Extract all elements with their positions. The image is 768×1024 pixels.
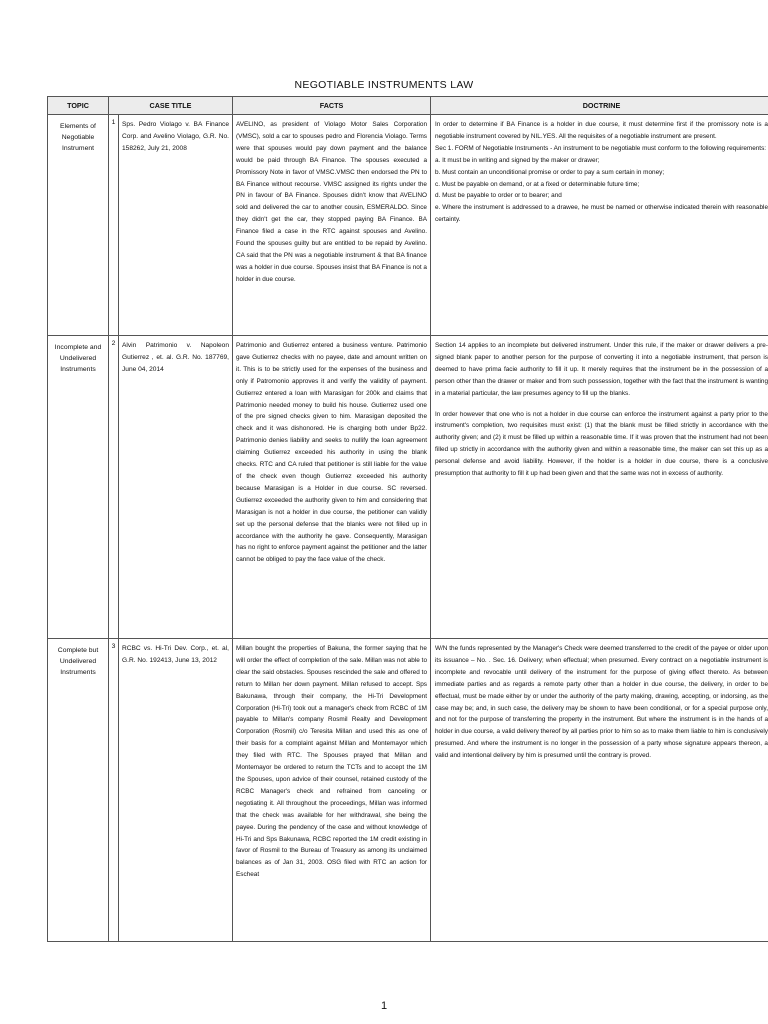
doctrine-paragraph: In order however that one who is not a holder in due course can enforce the instrument against a party prior to the instrument's completion, two requisites must exist: (1) that the blank must be filled strictly in accordance with the authority given; and (2) it must be filled up within a reasonable time. If it was proven that the instrument had not been filled up strictly in accordance with the authority given and within a reasonable time, the maker can set this up as a personal defense and avoid liability. However, if the holder is a holder in due course, there is a conclusive presumption that authority to fill it up had been given and that the same was not in excess of authority. <box>435 410 768 478</box>
doctrine-paragraph: W/N the funds represented by the Manager's Check were deemed transferred to the credit of the payee or older upon its issuance – No. . Sec. 16. Delivery; when effectual; when presumed. Every contract on a negotiable instrument is incomplete and revocable until delivery of the instrument for the purpose of giving effect thereto. As between immediate parties and as regards a remote party other than a holder in due course, the delivery, in order to be effectual, must be made either by or under the authority of the party making, drawing, accepting, or indorsing, as the case may be; and, in such case, the delivery may be shown to have been conditional, or for a special purpose only, and not for the purpose of transferring the property in the instrument. But where the instrument is in the hands of a holder in due course, a valid delivery thereof by all parties prior to him so as to make them liable to him is conclusively presumed. And where the instrument is no longer in the possession of a party whose signature appears thereon, a valid and intentional delivery by him is presumed until the contrary is proved. <box>435 645 768 760</box>
row-topic: Elements of Negotiable Instrument <box>48 115 109 336</box>
doctrine-spacer <box>435 400 768 409</box>
page-number: 1 <box>380 1000 388 1012</box>
row-doctrine <box>431 115 768 336</box>
doctrine-paragraph: d. Must be payable to order or to bearer; and <box>435 192 562 200</box>
row-doctrine <box>431 639 768 942</box>
row-case-title: Sps. Pedro Violago v. BA Finance Corp. and Avelino Violago, G.R. No. 158262, July 21, 2008 <box>119 115 233 336</box>
row-facts: Millan bought the properties of Bakuna, the former saying that he will order the effect of completion of the sale. Millan was not able to clear the said obstacles. Spouses rescinded the sale and offered to return to Millan her down payment. Millan refused to accept. Sps Bakunawa, through their company, the Hi-Tri Development Corporation (Hi-Tri) took out a manager's check from RCBC of 1M payable to Millan's company Rosmil Realty and Development Corporation (Rosmil) c/o Teresita Millan and used this as one of their basis for a complaint against Millan and Montemayor which they filed with RTC. The Spouses prayed that Millan and Montemayor be ordered to return the TCTs and to accept the 1M the Spouses, upon advice of their counsel, retained custody of the RCBC Manager's check and refrained from canceling or negotiating it. All throughout the proceedings, Millan was informed that the check was available for her withdrawal, she being the payee. During the pendency of the case and without knowledge of Hi-Tri and Sps Bakunawa, RCBC reported the 1M credit existing in favor of Rosmil to the Bureau of Treasury as among its unclaimed balances as of Jan 31, 2003. OSG filed with RTC an action for Escheat <box>233 639 431 942</box>
doctrine-paragraph: b. Must contain an unconditional promise or order to pay a sum certain in money; <box>435 168 665 176</box>
row-topic: Complete but Undelivered Instruments <box>48 639 109 942</box>
doctrine-paragraph: a. It must be in writing and signed by the maker or drawer; <box>435 156 600 164</box>
row-facts: AVELINO, as president of Violago Motor Sales Corporation (VMSC), sold a car to spouses pedro and Florencia Violago. Terms were that spouses would pay down payment and the balance would be paid through BA Finance. The spouses executed a Promissory Note in favor of VMSC.VMSC then endorsed the PN to BA Finance without recourse. VMSC assigned its rights under the PN in favour of BA Finance. Spouses didn't know that AVELINO sold and delivered the car to another cousin, ESMERALDO. Since they didn't get the car, they stopped paying BA Finance. BA Finance filed a case in the RTC against spouses and Avelino. Found the spouses guilty but are entitled to be repaid by Avelino. CA said that the PN was a negotiable instrument & that BA finance was a holder in due course. Spouses insist that BA Finance is not a holder in due course. <box>233 115 431 336</box>
row-topic: Incomplete and Undelivered Instruments <box>48 336 109 639</box>
doctrine-paragraph: Sec 1. FORM of Negotiable Instruments - An instrument to be negotiable must conform to the following requirements: <box>435 144 767 152</box>
row-case-title: Alvin Patrimonio v. Napoleon Gutierrez , et. al. G.R. No. 187769, June 04, 2014 <box>119 336 233 639</box>
document-title: NEGOTIABLE INSTRUMENTS LAW <box>294 79 474 91</box>
row-number: 2 <box>109 336 119 639</box>
header-doctrine: DOCTRINE <box>431 97 768 115</box>
doctrine-paragraph: c. Must be payable on demand, or at a fixed or determinable future time; <box>435 180 640 188</box>
header-topic: TOPIC <box>48 97 109 115</box>
row-facts: Patrimonio and Gutierrez entered a business venture. Patrimonio gave Gutierrez checks with no payee, date and amount written on it. This is to be strictly used for the expenses of the business and only if Patromonio approves it and verify the validity of payment. Gutierrez entered a loan with Marasigan for 200k and claims that Patrimonio needed money to build his house. Gutierrez used one of the pre signed checks given to him. Marasigan deposited the check and it was dishonored. He is charging both under Bp22. Patrimonio denies liability and seeks to nullify the loan agreement claiming Gutierrez exceeded his authority in using the blank checks. RTC and CA ruled that petitioner is still liable for the value of the check even though Gutierrez exceeded his authority because Marasigan is a Holder in due course. SC reversed. Gutierrez exceeded the authority given to him and considering that Marasigan is not a holder in due course, the petitioner can validly set up the personal defense that the blanks were not filled up in accordance with the authority he gave. Consequently, Marasigan has no right to enforce payment against the petitioner and the latter cannot be obliged to pay the face value of the check. <box>233 336 431 639</box>
table-row <box>48 115 768 336</box>
doctrine-paragraph: e. Where the instrument is addressed to a drawee, he must be named or otherwise indicated therein with reasonable certainty. <box>435 204 768 224</box>
header-facts: FACTS <box>233 97 431 115</box>
table-row <box>48 639 768 942</box>
row-number: 3 <box>109 639 119 942</box>
row-number: 1 <box>109 115 119 336</box>
table-row <box>48 336 768 639</box>
table-header-row <box>48 97 768 115</box>
row-doctrine <box>431 336 768 639</box>
doctrine-paragraph: In order to determine if BA Finance is a holder in due course, it must determine first if the promissory note is a negotiable instrument covered by NIL.YES. All the requisites of a negotiable instrument are present. <box>435 121 768 140</box>
row-case-title: RCBC vs. Hi-Tri Dev. Corp., et. al, G.R. No. 192413, June 13, 2012 <box>119 639 233 942</box>
case-digest-table <box>47 96 768 942</box>
doctrine-paragraph: Section 14 applies to an incomplete but delivered instrument. Under this rule, if the maker or drawer delivers a pre-signed blank paper to another person for the purpose of converting it into a negotiable instrument, that person is deemed to have prima facie authority to fill it up. It merely requires that the instrument be in the possession of a person other than the drawer or maker and from such possession, together with the fact that the instrument is wanting in a material particular, the law presumes agency to fill up the blanks. <box>435 342 768 397</box>
header-case-title: CASE TITLE <box>109 97 233 115</box>
